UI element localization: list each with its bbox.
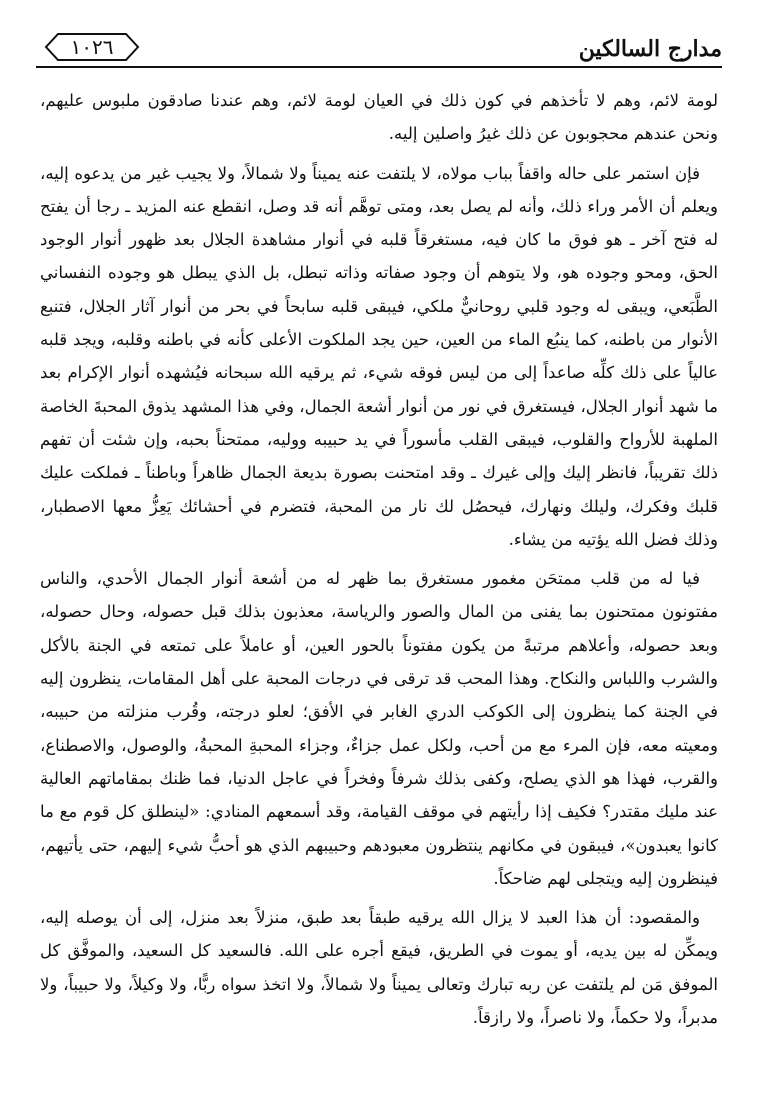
paragraph-continuation: لومة لائم، وهم لا تأخذهم في كون ذلك في العيان لومة لائم، وهم عندنا صادقون ملبوس عليهم، ونحن عندهم محجوبون عن ذلك غيرُ واصلين إليه.	[40, 91, 718, 144]
paragraph: والمقصود: أن هذا العبد لا يزال الله يرقيه طبقاً بعد طبق، منزلاً بعد منزل، إلى أن يوصله إليه، ويمكِّن له بين يديه، أو يموت في الطريق، فيقع أجره على الله. فالسعيد كل السعيد، والموفَّق كل الموفق مَن لم يلتفت عن ربه تبارك وتعالى يميناً ولا شمالاً، ولا اتخذ سواه ربًّا، ولا وكيلاً، ولا حبيباً، ولا مدبراً، ولا حكماً، ولا ناصراً، ولا رازقاً.	[40, 908, 718, 1028]
page-number: ١٠٢٦	[70, 35, 114, 59]
page-header	[36, 28, 722, 68]
header-divider	[36, 66, 722, 68]
running-title: مدارج السالكين	[578, 36, 722, 62]
paragraph: فإن استمر على حاله واقفاً بباب مولاه، لا يلتفت عنه يميناً ولا شمالاً، ولا يجيب غير من يدعوه إليه، ويعلم أن الأمر وراء ذلك، وأنه لم يصل بعد، ومتى توهَّم أنه قد وصل، انقطع عنه المزيد ـ رجا أن يفتح له فتح آخر ـ هو فوق ما كان فيه، مستغرقاً قلبه في أنوار مشاهدة الجلال بعد ظهور أنوار الوجود الحق، ومحو وجوده هو، ولا يتوهم أن وجود صفاته وذاته تبطل، بل الذي يبطل هو وجوده النفساني الطَّبَعي، ويبقى له وجود قلبي روحانيٌّ ملكي، فيبقى قلبه سابحاً في بحر من أنوار آثار الجلال، فتنبع الأنوار من باطنه، كما ينبُع الماء من العين، حين يجد الملكوت الأعلى كأنه في باطنه وقلبه، ويجد قلبه عالياً على ذلك كلِّه صاعداً إلى من ليس فوقه شيء، ثم يرقيه الله سبحانه فيُشهده أنوار الإكرام بعد ما شهد أنوار الجلال، فيستغرق في نور من أنوار أشعة الجمال، وفي هذا المشهد يذوق المحبةَ الخاصة الملهبة للأرواح والقلوب، فيبقى القلب مأسوراً في يد حبيبه ووليه، ممتحناً بحبه، وإن شئت أن تفهم ذلك تقريباً، فانظر إليك وإلى غيرك ـ وقد امتحنت بصورة بديعة الجمال ظاهراً وباطناً ـ فملكت عليك قلبك وفكرك، وليلك ونهارك، فيحصُل لك نار من المحبة، فتضرم في أحشائك يَعِزُّ معها الاصطبار، وذلك فضل الله يؤتيه من يشاء.	[40, 163, 719, 549]
paragraph: فيا له من قلب ممتحَن مغمور مستغرق بما ظهر له من أشعة أنوار الجمال الأحدي، والناس مفتونون ممتحنون بما يفنى من المال والصور والرياسة، معذبون بذلك قبل حصوله، وحال حصوله، وبعد حصوله، وأعلاهم مرتبةً من يكون مفتوناً بالحور العين، أو عاملاً على تمتعه في الجنة بالأكل والشرب واللباس والنكاح. وهذا المحب قد ترقى في درجات المحبة على أهل المقامات، ينظرون إليه في الجنة كما ينظرون إلى الكوكب الدري الغابر في الأفق؛ لعلو درجته، وقُرب منزلته من حبيبه، ومعيته معه، فإن المرء مع من أحب، ولكل عمل جزاءٌ، وجزاء المحبةِ المحبةُ، والوصول، والاصطناع، والقرب، فهذا هو الذي يصلح، وكفى بذلك شرفاً وفخراً في عاجل الدنيا، فما ظنك بمقاماتهم العالية عند مليك مقتدر؟ فكيف إذا رأيتهم في موقف القيامة، وقد أسمعهم المنادي: «لينطلق كل قوم مع ما كانوا يعبدون»، فيبقون في مكانهم ينتظرون معبودهم وحبيبهم الذي هو أحبُّ شيء إليهم، حتى يأتيهم، فينظرون إليه ويتجلى لهم ضاحكاً.	[40, 569, 718, 888]
page-body	[40, 84, 718, 1034]
page-number-frame	[44, 32, 140, 62]
